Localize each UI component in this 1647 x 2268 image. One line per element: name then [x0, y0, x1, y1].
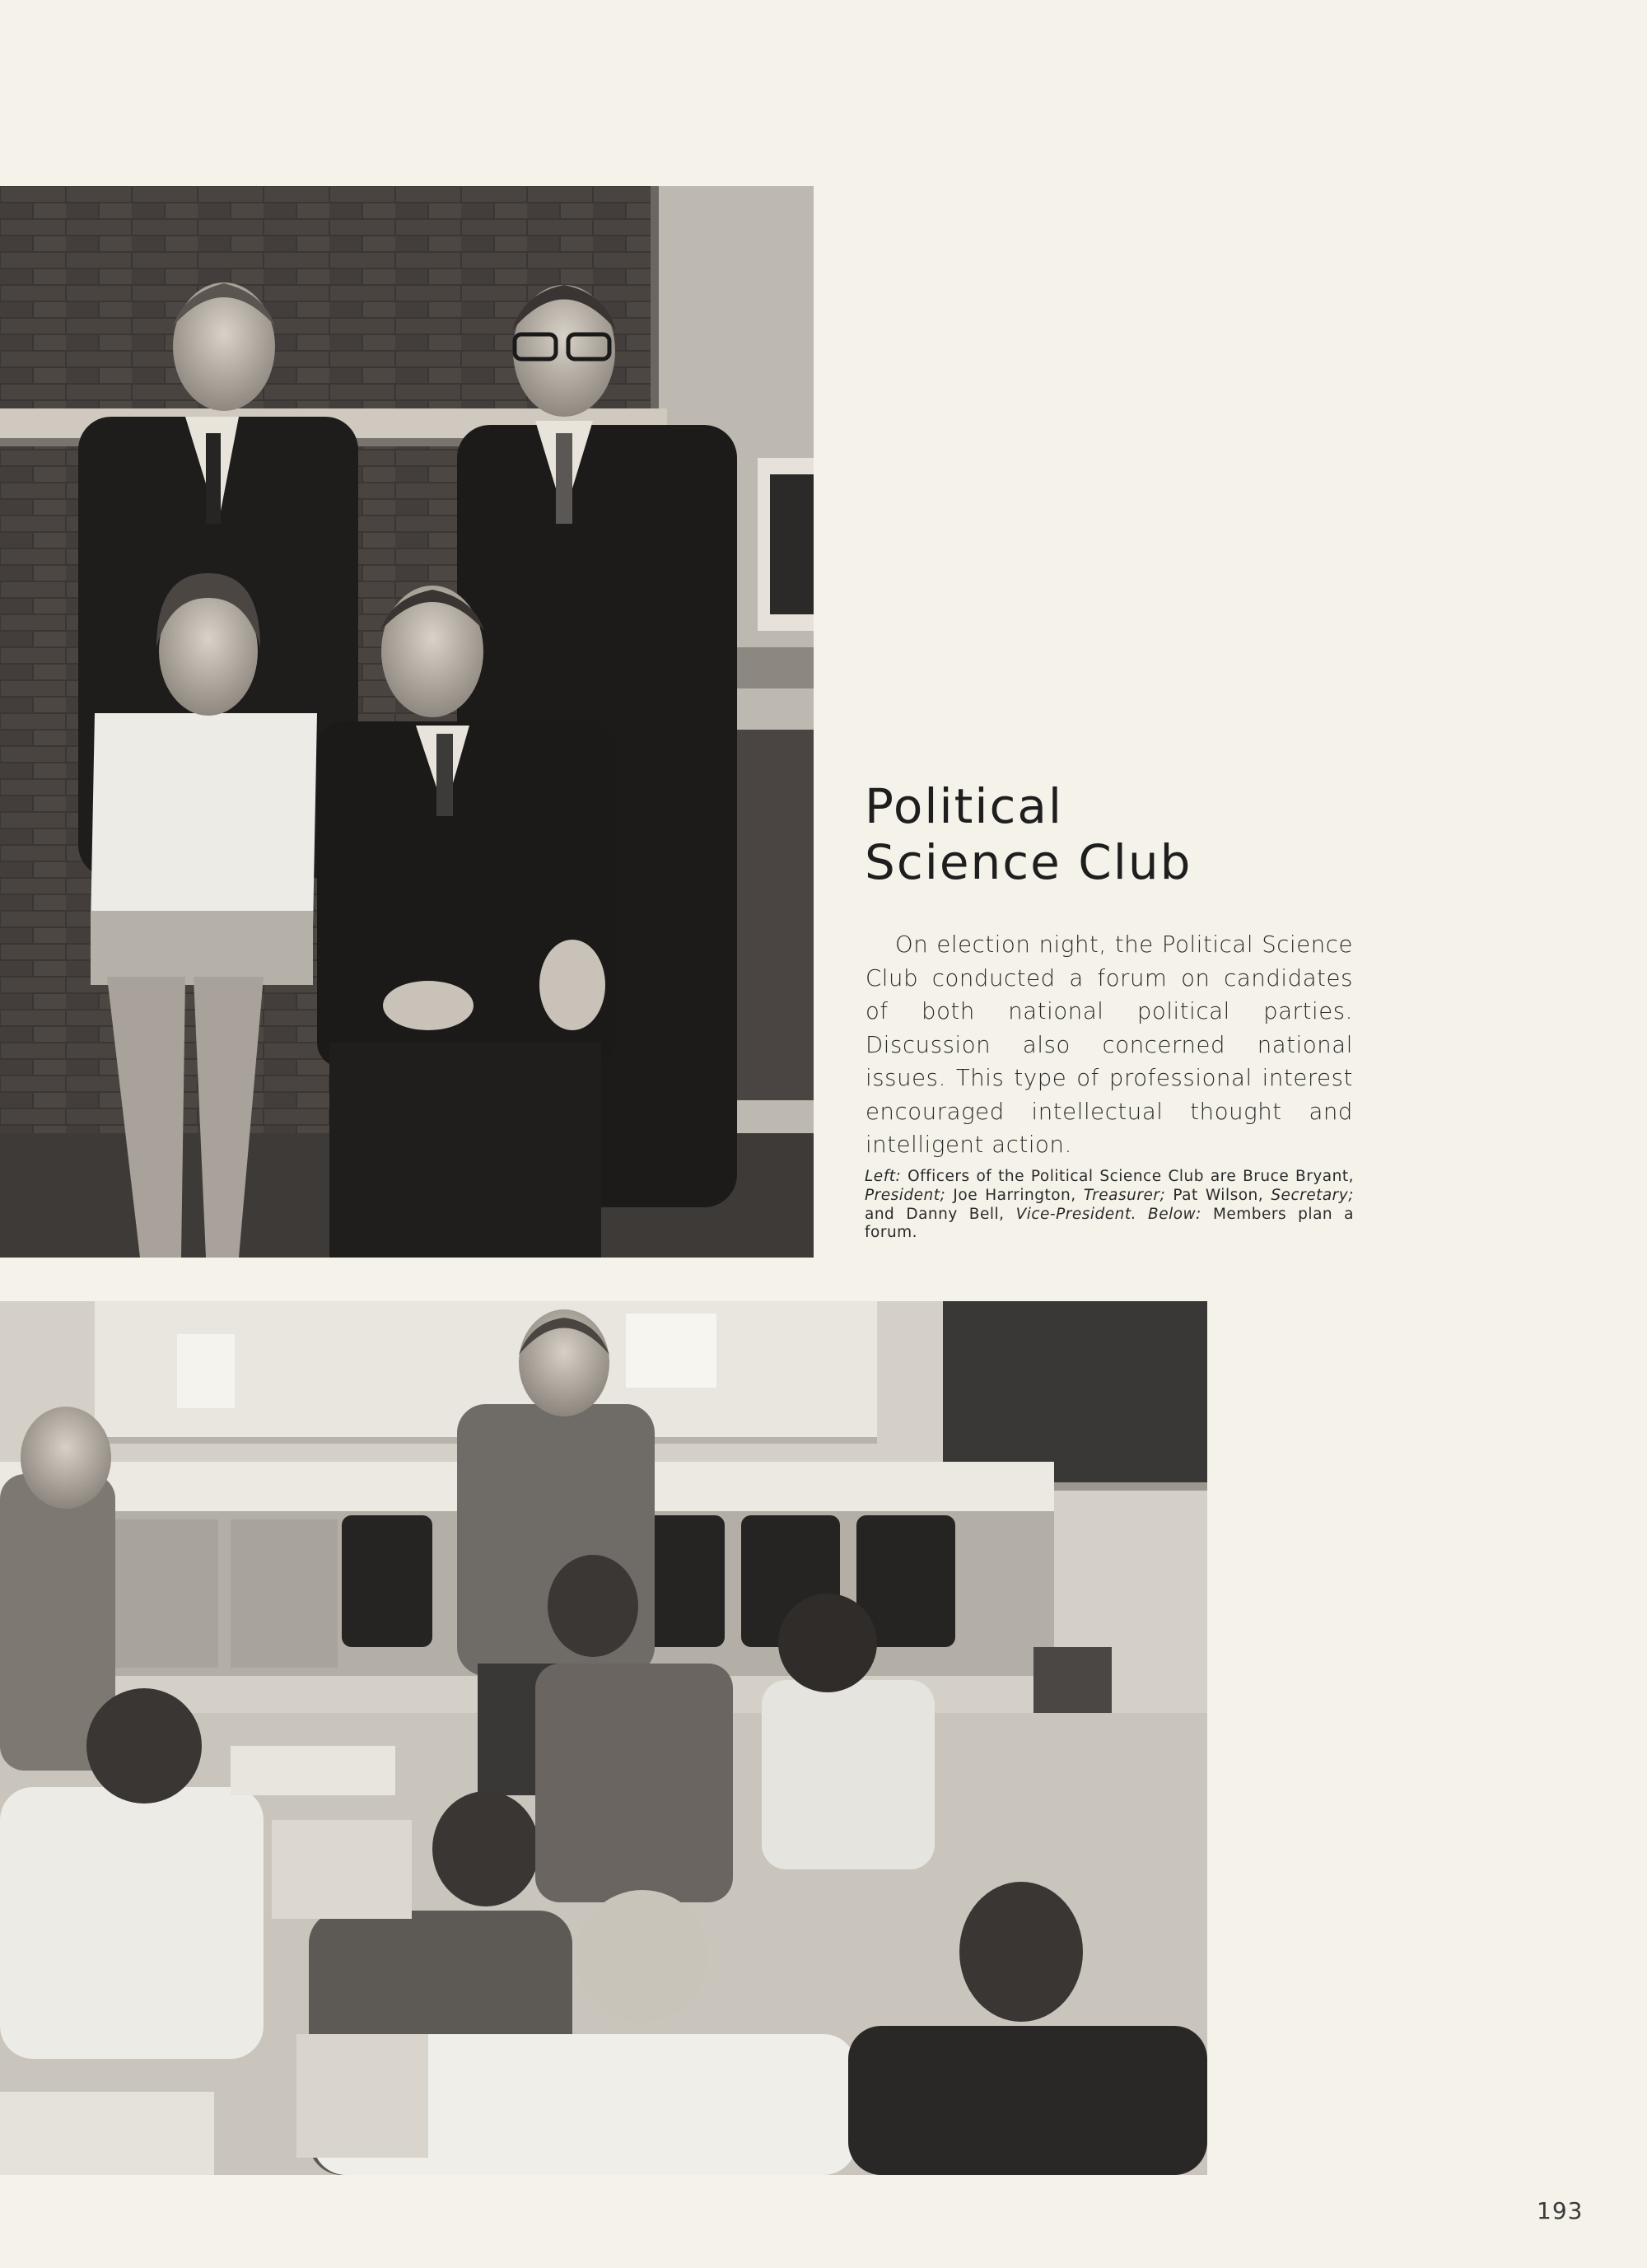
caption-below-label: Below:: [1148, 1205, 1201, 1223]
caption-name-2: Joe Harrington,: [953, 1186, 1076, 1204]
caption-below-text: Members plan a forum.: [865, 1205, 1354, 1242]
title-line-2: Science Club: [865, 834, 1192, 890]
caption-role-president: President;: [865, 1186, 946, 1204]
caption-role-treasurer: Treasurer;: [1083, 1186, 1166, 1204]
officers-photo: [0, 186, 814, 1258]
article-title: [865, 778, 1441, 890]
caption-name-4: and Danny Bell,: [865, 1205, 1005, 1223]
caption-left-intro: Officers of the Political Science Club are Bruce Bryant,: [907, 1168, 1354, 1185]
caption-name-3: Pat Wilson,: [1173, 1186, 1264, 1204]
caption-role-secretary: Secretary;: [1271, 1186, 1354, 1204]
body-paragraph: On election night, the Political Science Club conducted a forum on candidates of both national political parties. Discussion also concerned national issues. This type of professional interest encouraged intellectual thought and intelligent action.: [865, 931, 1353, 1158]
officers-photo-image: [0, 186, 814, 1258]
caption-role-vice-president: Vice-President.: [1015, 1205, 1136, 1223]
members-photo: [0, 1301, 1207, 2175]
title-line-1: Political: [865, 778, 1064, 834]
page-number: 193: [1537, 2197, 1584, 2224]
caption-left-label: Left:: [865, 1168, 902, 1185]
members-photo-image: [0, 1301, 1207, 2175]
photo-caption: [865, 1168, 1354, 1243]
